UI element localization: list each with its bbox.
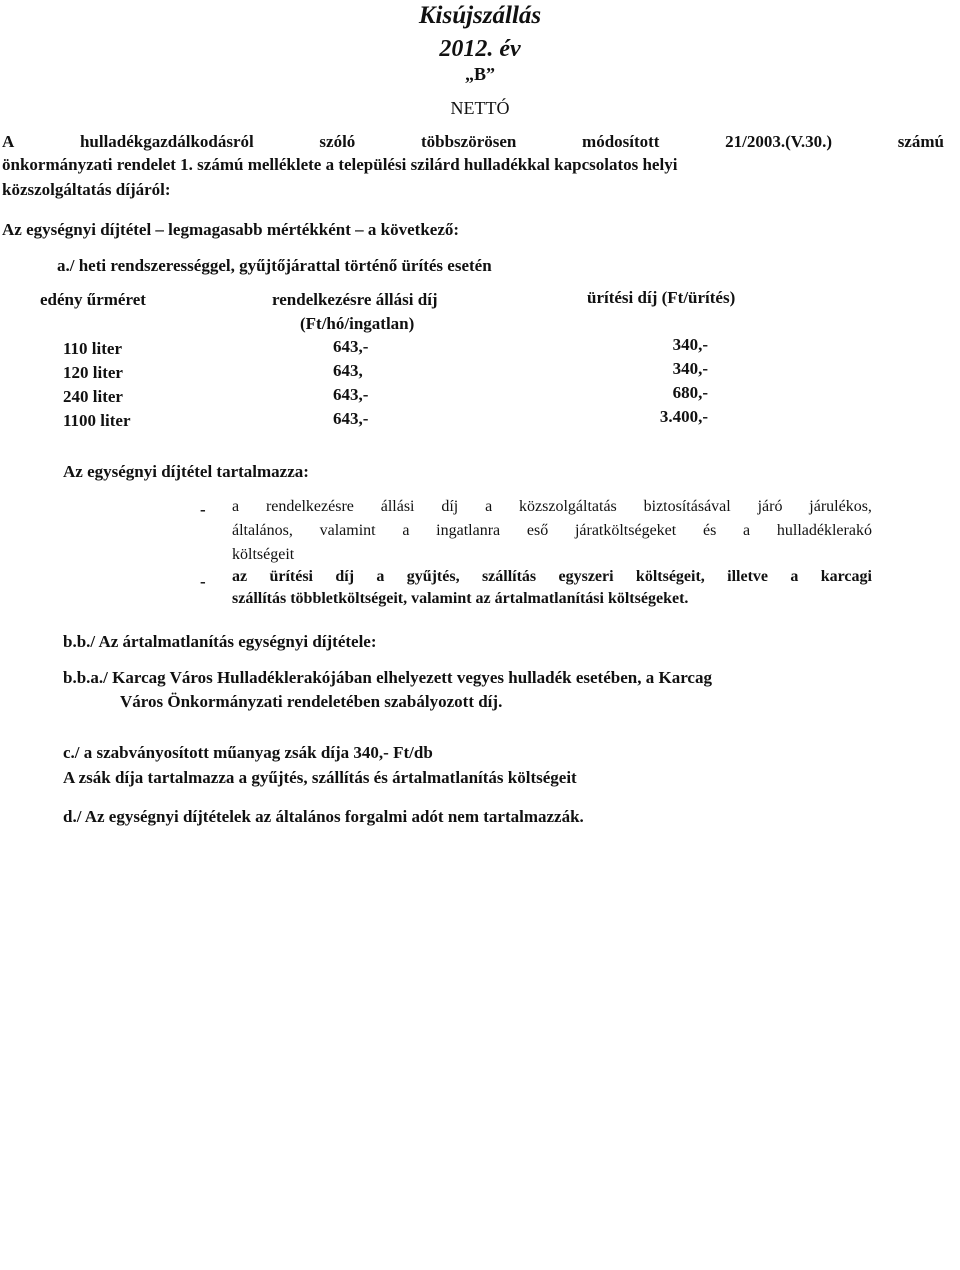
word: az [232, 568, 248, 585]
word: többszörösen [420, 132, 517, 151]
word: közszolgáltatás [519, 498, 617, 515]
word: járulékos, [809, 498, 872, 515]
section-bba-line-1: b.b.a./ Karcag Város Hulladéklerakójában elhelyezett vegyes hulladék esetében, a Karcag [63, 668, 712, 687]
word: a [232, 498, 240, 515]
word: ürítési [269, 568, 313, 585]
column-header-fee: rendelkezésre állási díj [272, 290, 438, 309]
word: rendelkezésre [265, 498, 354, 515]
column-header-emptying: ürítési díj (Ft/ürítés) [587, 288, 736, 307]
word: biztosításával [643, 498, 731, 515]
word: 21/2003.(V.30.) [725, 132, 833, 151]
bullet-dash: - [200, 572, 206, 591]
row-fee: 643,- [333, 337, 369, 356]
row-emptying-fee: 3.400,- [659, 407, 708, 426]
word: díj [335, 568, 355, 585]
variant-label: „B” [464, 64, 495, 84]
word: járatköltségeket [574, 522, 677, 539]
word: hulladékgazdálkodásról [79, 132, 254, 151]
column-header-fee-unit: (Ft/hó/ingatlan) [300, 314, 415, 333]
contents-item-2-line-1 [232, 566, 872, 588]
town-title: Kisújszállás [418, 2, 542, 29]
section-bb-heading: b.b./ Az ártalmatlanítás egységnyi díjtétele: [63, 632, 377, 651]
word: díj [441, 498, 459, 515]
word: állási [380, 498, 415, 515]
word: gyűjtés, [406, 568, 460, 585]
word: szóló [319, 132, 356, 151]
section-a-heading: a./ heti rendszerességgel, gyűjtőjárattal történő ürítés esetén [57, 256, 492, 275]
row-size: 120 liter [63, 363, 123, 382]
row-fee: 643,- [333, 409, 369, 428]
intro-line-4: Az egységnyi díjtétel – legmagasabb mértékként – a következő: [2, 220, 460, 239]
word: számú [897, 132, 944, 151]
word: eső [526, 522, 549, 539]
intro-line-3: közszolgáltatás díjáról: [2, 180, 171, 199]
netto-label: NETTÓ [450, 98, 510, 118]
word: A [2, 132, 15, 151]
section-c-line-1: c./ a szabványosított műanyag zsák díja 340,- Ft/db [63, 743, 433, 762]
contents-item-1-line-1 [232, 496, 872, 518]
contents-heading: Az egységnyi díjtétel tartalmazza: [63, 462, 309, 481]
word: a [485, 498, 493, 515]
year-title: 2012. év [439, 36, 521, 62]
row-emptying-fee: 340,- [672, 359, 708, 378]
word: illetve [727, 568, 769, 585]
word: módosított [582, 132, 660, 151]
word: hulladéklerakó [776, 522, 872, 539]
section-bba-line-2: Város Önkormányzati rendeletében szabályozott díj. [120, 692, 503, 711]
row-size: 110 liter [63, 339, 123, 358]
contents-item-1-line-2 [232, 520, 872, 542]
word: járó [757, 498, 783, 515]
word: valamint [319, 522, 376, 539]
intro-line-2: önkormányzati rendelet 1. számú melléklete a települési szilárd hulladékkal kapcsolatos helyi [2, 155, 678, 174]
row-fee: 643,- [333, 385, 369, 404]
word: egyszeri [558, 568, 614, 585]
section-d-line-1: d./ Az egységnyi díjtételek az általános forgalmi adót nem tartalmazzák. [63, 807, 584, 826]
row-fee: 643, [333, 361, 363, 380]
word: a [790, 568, 799, 585]
row-size: 240 liter [63, 387, 123, 406]
contents-item-2-line-2: szállítás többletköltségeit, valamint az ártalmatlanítási költségeket. [232, 590, 689, 607]
column-header-size: edény űrméret [40, 290, 146, 309]
contents-item-1-line-3: költségeit [232, 546, 295, 563]
word: a [376, 568, 385, 585]
word: és [702, 522, 717, 539]
word: szállítás [481, 568, 537, 585]
word: általános, [232, 522, 293, 539]
row-emptying-fee: 680,- [672, 383, 708, 402]
word: a [743, 522, 751, 539]
intro-line-1 [2, 132, 944, 152]
word: ingatlanra [436, 522, 501, 539]
bullet-dash: - [200, 500, 206, 519]
row-emptying-fee: 340,- [672, 335, 708, 354]
word: a [402, 522, 410, 539]
section-c-line-2: A zsák díja tartalmazza a gyűjtés, szállítás és ártalmatlanítás költségeit [63, 768, 577, 787]
word: költségeit, [635, 568, 705, 585]
row-size: 1100 liter [63, 411, 131, 430]
word: karcagi [820, 568, 872, 585]
